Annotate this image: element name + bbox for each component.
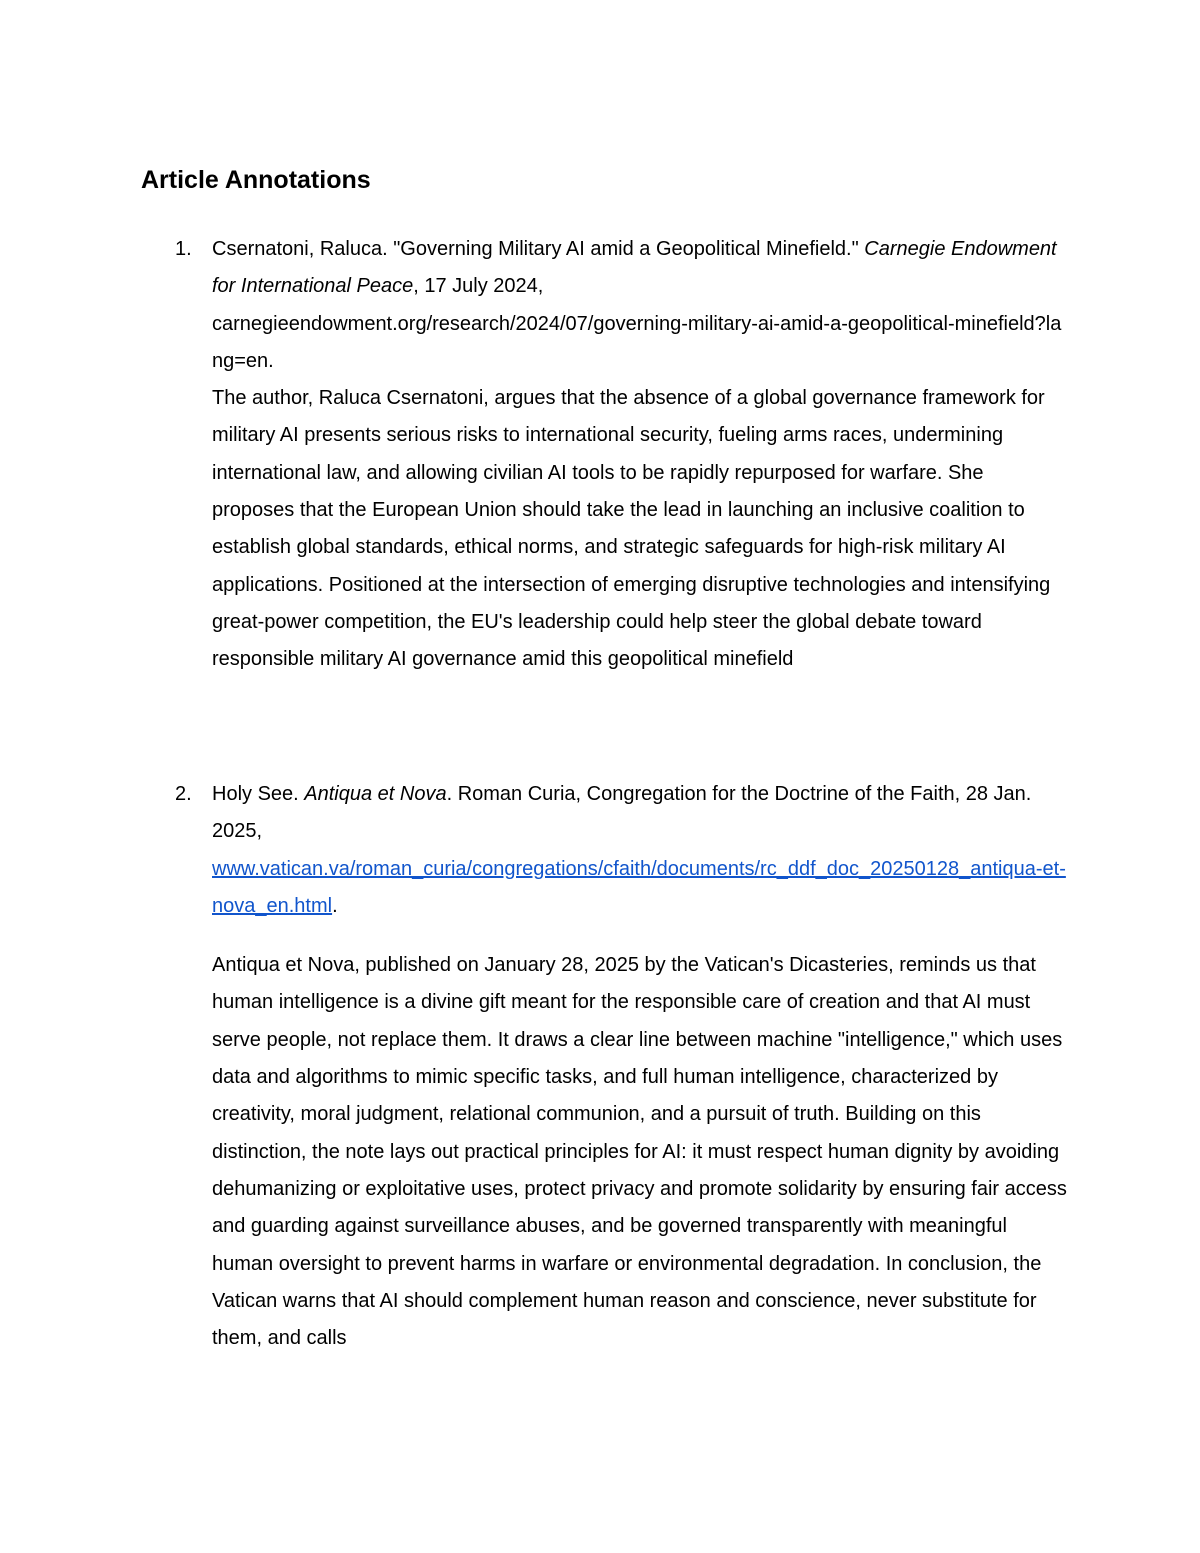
citation-link[interactable]: www.vatican.va/roman_curia/congregations/cfaith/documents/rc_ddf_doc_20250128_antiqua-et-nova_en.html (212, 857, 1066, 917)
page-title: Article Annotations (141, 166, 371, 194)
entry-body (212, 231, 1067, 679)
citation-title: Antiqua et Nova (304, 783, 447, 805)
citation-source: Carnegie Endowment for International Peace (212, 238, 1057, 298)
citation (212, 231, 1067, 380)
citation-title: "Governing Military AI amid a Geopolitical Minefield." (393, 238, 865, 260)
citation-author: Csernatoni, Raluca. (212, 238, 394, 260)
entry-body (212, 776, 1067, 1357)
annotation-text: Antiqua et Nova, published on January 28, 2025 by the Vatican's Dicasteries, reminds us that human intelligence is a divine gift meant for the responsible care of creation and that AI must serve people, not replace them. It draws a clear line between machine "intelligence," which uses data and algorithms to mimic specific tasks, and full human intelligence, characterized by creativity, moral judgment, relational communion, and a pursuit of truth. Building on this distinction, the note lays out practical principles for AI: it must respect human dignity by avoiding dehumanizing or exploitative uses, protect privacy and promote solidarity by ensuring fair access and guarding against surveillance abuses, and be governed transparently with meaningful human oversight to prevent harms in warfare or environmental degradation. In conclusion, the Vatican warns that AI should complement human reason and conscience, never substitute for them, and calls (212, 954, 1067, 1350)
list-number: 1. (175, 238, 192, 260)
citation-url: carnegieendowment.org/research/2024/07/governing-military-ai-amid-a-geopolitical-minefield?lang=en. (212, 312, 1062, 372)
citation-author: Holy See. (212, 783, 305, 805)
list-number: 2. (175, 783, 192, 805)
citation-date: , 17 July 2024, (413, 275, 544, 298)
citation (212, 776, 1067, 925)
citation-source: . Roman Curia, Congregation for the Doctrine of the Faith, 28 Jan. 2025, (212, 783, 1032, 843)
citation-link-suffix: . (332, 894, 338, 917)
annotation-text: The author, Raluca Csernatoni, argues that the absence of a global governance framework for military AI presents serious risks to international security, fueling arms races, undermining international law, and allowing civilian AI tools to be rapidly repurposed for warfare. She proposes that the European Union should take the lead in launching an inclusive coalition to establish global standards, ethical norms, and strategic safeguards for high-risk military AI applications. Positioned at the intersection of emerging disruptive technologies and intensifying great-power competition, the EU's leadership could help steer the global debate toward responsible military AI governance amid this geopolitical minefield (212, 387, 1051, 671)
